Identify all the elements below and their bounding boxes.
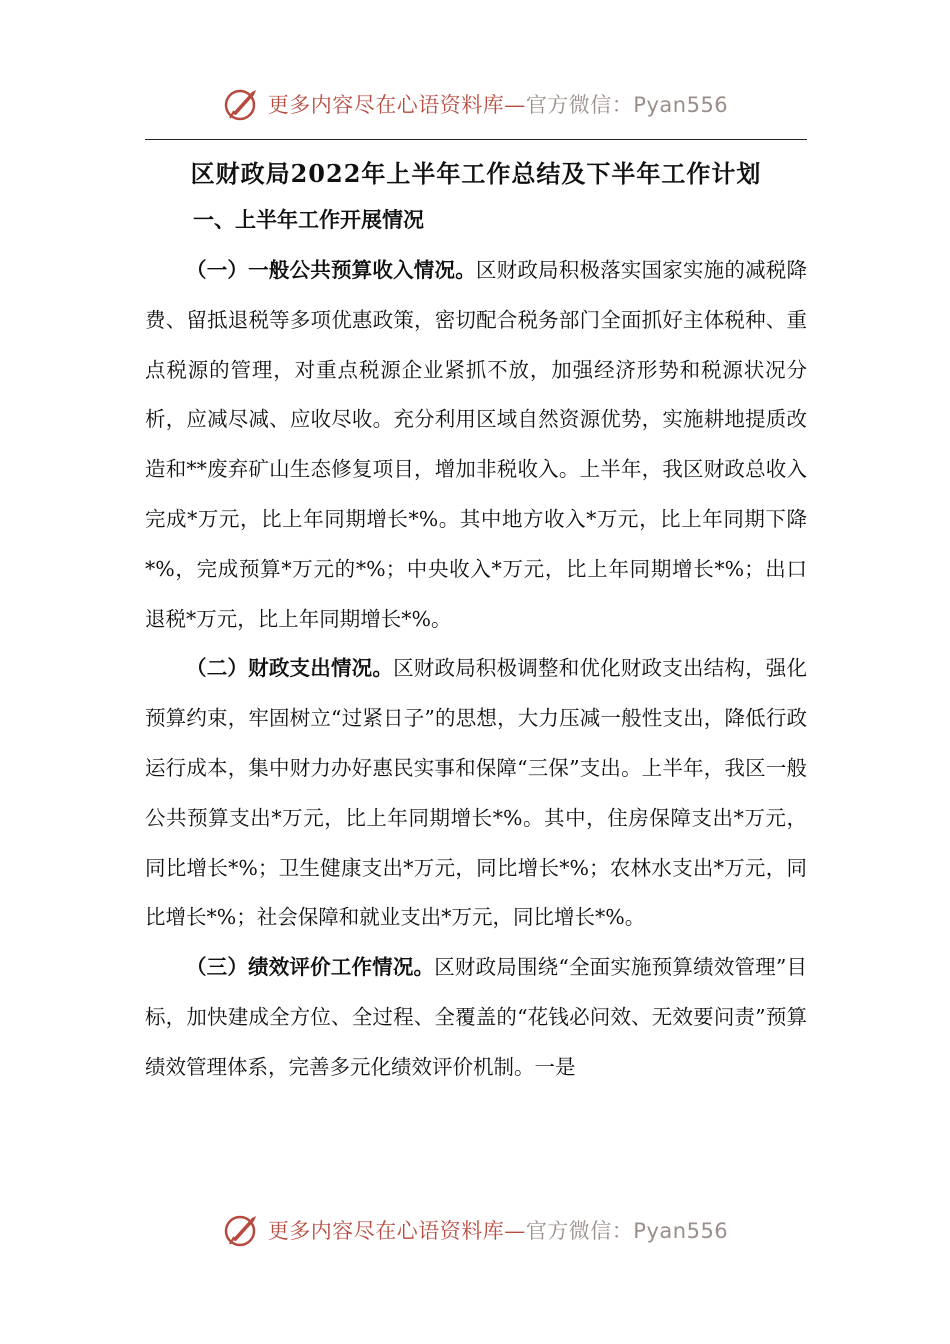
wechat-text: 官方微信：Pyan556 xyxy=(525,93,729,117)
paragraph-text: 区财政局积极落实国家实施的减税降费、留抵退税等多项优惠政策，密切配合税务部门全面抓好主体税种、重点税源的管理，对重点税源企业紧抓不放，加强经济形势和税源状况分析，应减尽减、应收尽收。充分利用区域自然资源优势，实施耕地提质改造和**废弃矿山生态修复项目，增加非税收入。上半年，我区财政总收入完成*万元，比上年同期增长*%。其中地方收入*万元，比上年同期下降*%，完成预算*万元的*%；中央收入*万元，比上年同期增长*%；出口退税*万元，比上年同期增长*%。 xyxy=(145,258,808,631)
wechat-text: 官方微信：Pyan556 xyxy=(525,1219,729,1243)
header-rule xyxy=(145,139,807,140)
quill-logo-icon xyxy=(222,1210,262,1250)
paragraph-lead: （三）绩效评价工作情况。 xyxy=(186,955,435,980)
brand-text: 更多内容尽在心语资料库— xyxy=(267,1219,526,1243)
paragraph-expenditure xyxy=(145,644,807,943)
section-heading: 一、上半年工作开展情况 xyxy=(193,207,424,232)
header-watermark xyxy=(0,82,950,126)
paragraph-lead: （二）财政支出情况。 xyxy=(186,656,394,681)
quill-logo-icon xyxy=(222,84,262,124)
footer-watermark xyxy=(0,1208,950,1252)
paragraph-lead: （一）一般公共预算收入情况。 xyxy=(186,258,476,282)
document-body xyxy=(145,246,807,1093)
paragraph-performance xyxy=(145,943,807,1092)
paragraph-text: 区财政局围绕“全面实施预算绩效管理”目标，加快建成全方位、全过程、全覆盖的“花钱必问效、无效要问责”预算绩效管理体系，完善多元化绩效评价机制。一是 xyxy=(145,955,807,1079)
paragraph-revenue xyxy=(145,246,807,644)
paragraph-text: 区财政局积极调整和优化财政支出结构，强化预算约束，牢固树立“过紧日子”的思想，大力压减一般性支出，降低行政运行成本，集中财力办好惠民实事和保障“三保”支出。上半年，我区一般公共预算支出*万元，比上年同期增长*%。其中，住房保障支出*万元，同比增长*%；卫生健康支出*万元，同比增长*%；农林水支出*万元，同比增长*%；社会保障和就业支出*万元，同比增长*%。 xyxy=(145,656,808,930)
document-title: 区财政局2022年上半年工作总结及下半年工作计划 xyxy=(190,159,762,188)
brand-text: 更多内容尽在心语资料库— xyxy=(267,93,526,117)
